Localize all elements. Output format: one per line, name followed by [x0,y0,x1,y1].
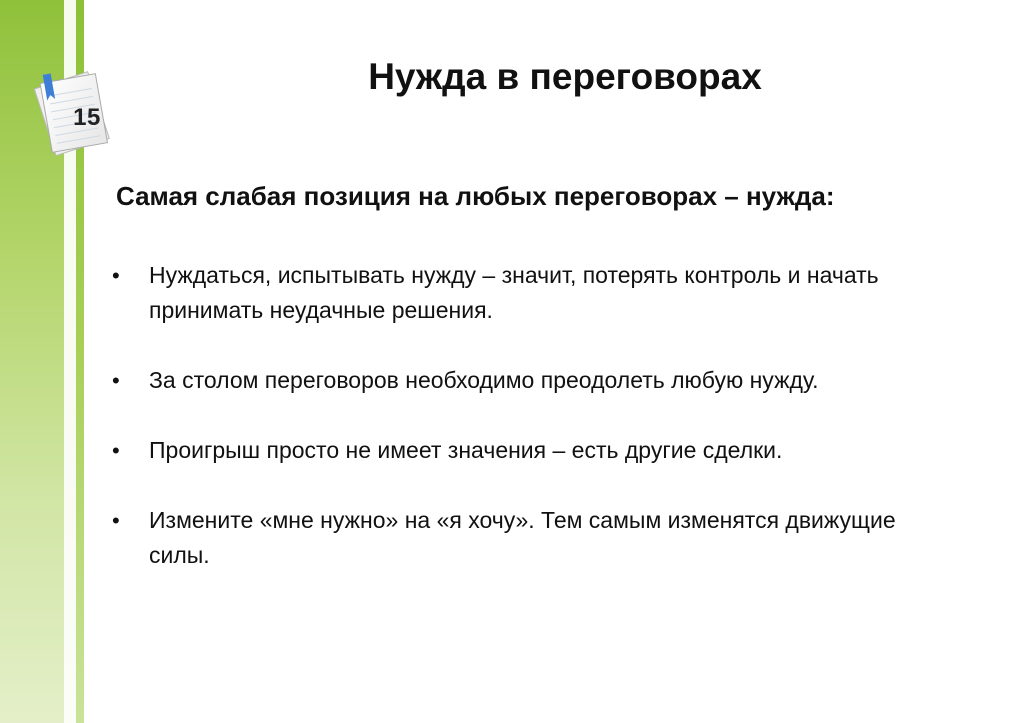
bullet-list [112,258,932,608]
bullet-text: За столом переговоров необходимо преодолеть любую нужду. [149,367,819,393]
bullet-icon: • [112,438,120,463]
slide-subtitle: Самая слабая позиция на любых переговорах – нужда: [116,181,835,211]
bullet-item [112,433,932,468]
bullet-text: Проигрыш просто не имеет значения – есть другие сделки. [149,437,783,463]
bullet-item [112,503,932,573]
bullet-item [112,258,932,328]
bullet-text: Измените «мне нужно» на «я хочу». Тем самым изменятся движущие силы. [149,507,896,568]
bullet-item [112,363,932,398]
slide-number: 15 [73,104,101,131]
bullet-icon: • [112,368,120,393]
bullet-icon: • [112,508,120,533]
slide-title: Нужда в переговорах [368,56,762,97]
bullet-text: Нуждаться, испытывать нужду – значит, потерять контроль и начать принимать неудачные решения. [149,262,879,323]
bullet-icon: • [112,263,120,288]
